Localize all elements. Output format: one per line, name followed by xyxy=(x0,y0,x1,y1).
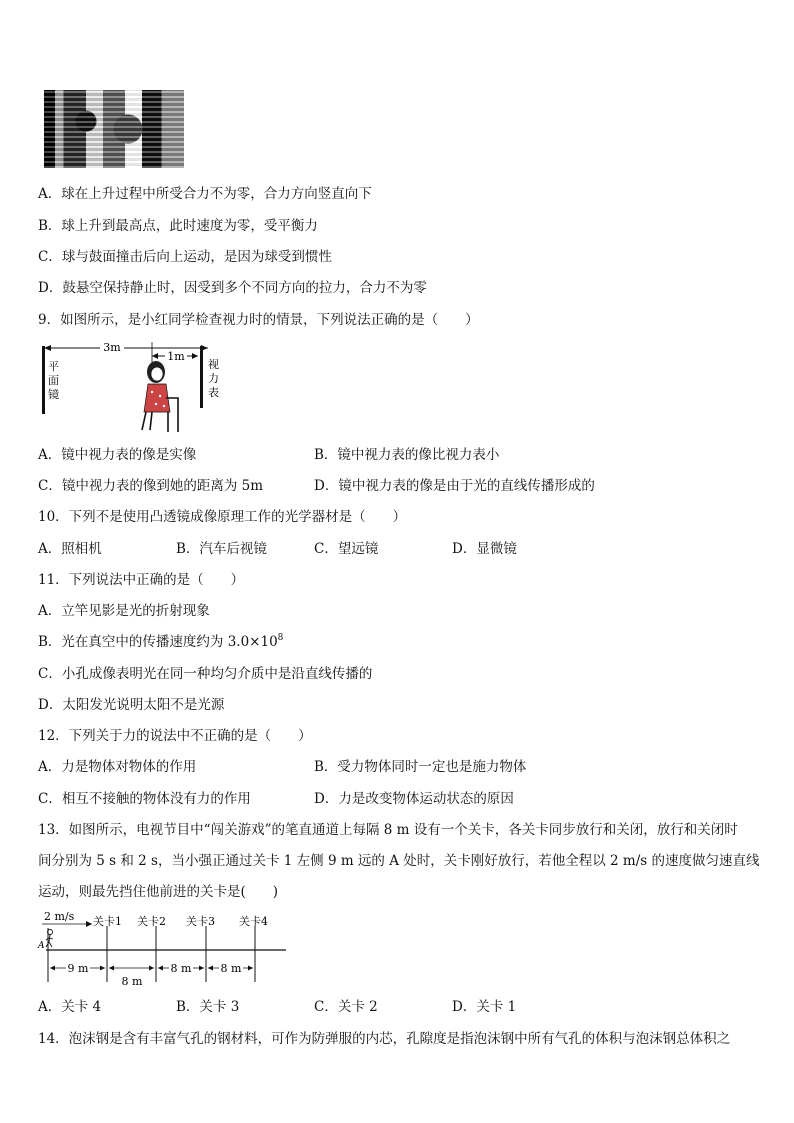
q10-option-c: C．望远镜 xyxy=(314,541,379,557)
dist-label-1: 9 m xyxy=(67,962,89,975)
q11-option-b: B．光在真空中的传播速度约为 $3.0\times 10^8$ xyxy=(38,633,284,650)
q8-option-d: D．鼓悬空保持静止时，因受到多个不同方向的拉力，合力不为零 xyxy=(38,280,427,296)
gate-diagram xyxy=(36,908,292,990)
q12-option-d: D．力是改变物体运动状态的原因 xyxy=(314,791,514,807)
mirror-label-2: 面 xyxy=(48,374,59,387)
dist-label-4: 8 m xyxy=(220,962,242,975)
q12-stem: 12．下列关于力的说法中不正确的是（ ） xyxy=(38,728,312,744)
label-3m: 3m xyxy=(103,341,121,354)
q8-option-a: A．球在上升过程中所受合力不为零，合力方向竖直向下 xyxy=(38,186,372,202)
q11-option-a: A．立竿见影是光的折射现象 xyxy=(38,603,210,619)
dist-label-3: 8 m xyxy=(170,962,192,975)
chart-label-3: 表 xyxy=(208,386,219,399)
q9-stem: 9．如图所示，是小红同学检查视力时的情景，下列说法正确的是（ ） xyxy=(38,312,479,328)
gate-label-3: 关卡3 xyxy=(186,915,215,928)
q13-stem-line3: 运动，则最先挡住他前进的关卡是( ) xyxy=(38,884,279,900)
q9-option-d: D．镜中视力表的像是由于光的直线传播形成的 xyxy=(314,478,595,494)
q8-option-b: B．球上升到最高点，此时速度为零，受平衡力 xyxy=(38,218,318,234)
q9-option-c: C．镜中视力表的像到她的距离为 5m xyxy=(38,478,264,494)
q14-stem: 14．泡沫钢是含有丰富气孔的钢材料，可作为防弹服的内芯，孔隙度是指泡沫钢中所有气孔的体积与泡沫钢总体积之 xyxy=(38,1031,731,1047)
q9-option-b: B．镜中视力表的像比视力表小 xyxy=(314,447,500,463)
chart-label-2: 力 xyxy=(208,372,219,385)
q8-option-c: C．球与鼓面撞击后向上运动，是因为球受到惯性 xyxy=(38,249,332,265)
runner-icon xyxy=(46,930,53,948)
q10-option-d: D．显微镜 xyxy=(452,541,517,557)
mirror-bar xyxy=(42,346,45,414)
q12-option-c: C．相互不接触的物体没有力的作用 xyxy=(38,791,251,807)
drum-ball-photo xyxy=(44,90,184,168)
q13-stem-line2: 间分别为 5 s 和 2 s，当小强正通过关卡 1 左侧 9 m 远的 A 处时，关卡刚好放行，若他全程以 2 m/s 的速度做匀速直线 xyxy=(38,853,760,869)
q12-option-b: B．受力物体同时一定也是施力物体 xyxy=(314,759,527,775)
q11-option-c: C．小孔成像表明光在同一种均匀介质中是沿直线传播的 xyxy=(38,666,373,682)
q13-option-b: B．关卡 3 xyxy=(176,999,240,1015)
q12-option-a: A．力是物体对物体的作用 xyxy=(38,759,197,775)
q13-option-a: A．关卡 4 xyxy=(38,999,102,1015)
chart-label-1: 视 xyxy=(208,358,219,371)
q10-option-b: B．汽车后视镜 xyxy=(176,541,267,557)
q9-option-a: A．镜中视力表的像是实像 xyxy=(38,447,197,463)
speed-label: 2 m/s xyxy=(44,910,75,923)
q11-stem: 11．下列说法中正确的是（ ） xyxy=(38,572,245,588)
point-a-label: A xyxy=(38,941,45,951)
gate-label-2: 关卡2 xyxy=(137,915,166,928)
q10-stem: 10．下列不是使用凸透镜成像原理工作的光学器材是（ ） xyxy=(38,509,407,525)
label-1m: 1m xyxy=(167,350,185,363)
dist-label-2: 8 m xyxy=(121,975,143,988)
eye-chart-bar xyxy=(200,346,203,408)
eye-test-diagram xyxy=(38,338,228,438)
q11-option-d: D．太阳发光说明太阳不是光源 xyxy=(38,697,225,713)
q13-option-d: D．关卡 1 xyxy=(452,999,517,1015)
q13-stem-line1: 13．如图所示，电视节目中“闯关游戏”的笔直通道上每隔 8 m 设有一个关卡，各关卡同步放行和关闭，放行和关闭时 xyxy=(38,822,738,838)
exponent: 8 xyxy=(277,633,284,643)
mirror-label-3: 镜 xyxy=(48,388,59,401)
gate-label-1: 关卡1 xyxy=(93,915,122,928)
q10-option-a: A．照相机 xyxy=(38,541,102,557)
gate-label-4: 关卡4 xyxy=(239,915,268,928)
girl-figure xyxy=(142,361,178,432)
mirror-label-1: 平 xyxy=(48,360,59,373)
q13-option-c: C．关卡 2 xyxy=(314,999,378,1015)
